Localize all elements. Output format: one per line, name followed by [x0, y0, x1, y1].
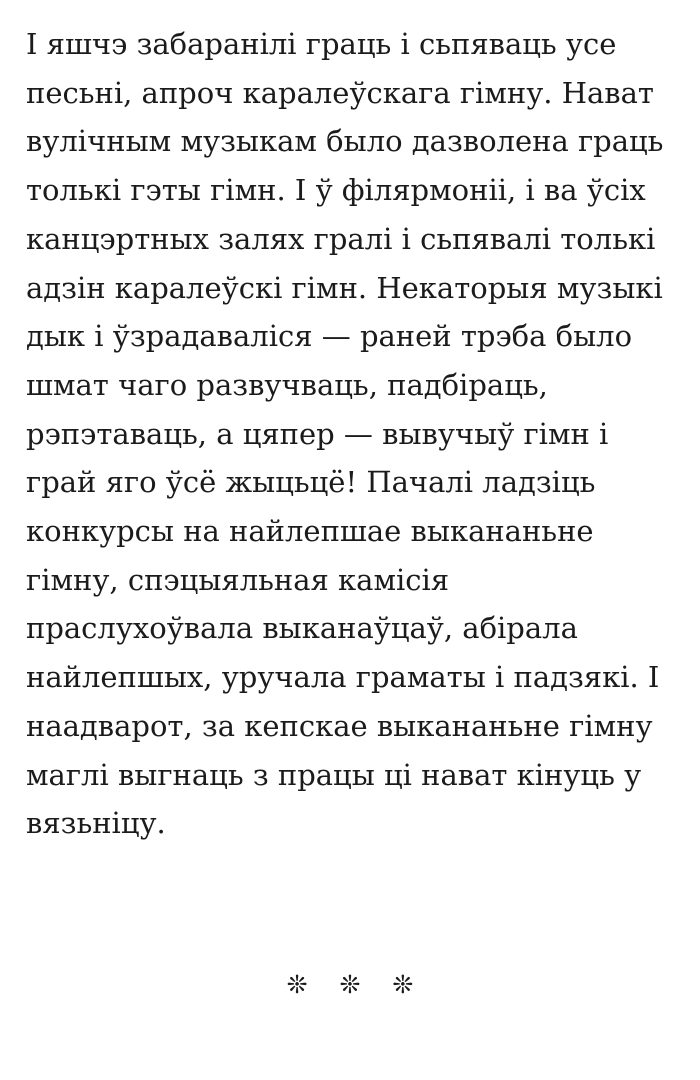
text-line: І яшчэ забаранілі граць і сьпяваць усе — [26, 27, 617, 61]
text-line: адзін каралеўскі гімн. Некаторыя музыкі — [26, 270, 663, 305]
text-line: канцэртных залях гралі і сьпявалі толькі — [26, 221, 656, 256]
text-line: наадварот, за кепскае выкананьне гімну — [26, 708, 653, 743]
text-line: вулічным музыкам было дазволена граць — [26, 124, 664, 159]
text-line: вязьніцу. — [26, 806, 166, 841]
text-line: праслухоўвала выканаўцаў, абірала — [26, 611, 578, 646]
text-line: маглі выгнаць з працы ці нават кінуць у — [26, 757, 642, 792]
text-line: грай яго ўсё жыцьцё! Пачалі ладзіць — [26, 465, 596, 500]
ornament-icon: ❊ — [339, 970, 361, 999]
text-line: шмат чаго развучваць, падбіраць, — [26, 367, 548, 402]
text-line: песьні, апроч каралеўскага гімну. Нават — [26, 75, 654, 110]
text-line: толькі гэты гімн. І ў філярмоніі, і ва ўсіх — [26, 173, 646, 208]
text-line: гімну, спэцыяльная камісія — [26, 562, 450, 597]
text-line: конкурсы на найлепшае выкананьне — [26, 514, 594, 549]
story-paragraph — [26, 20, 676, 848]
text-line: найлепшых, уручала граматы і падзякі. І — [26, 660, 660, 695]
ornament-icon: ❊ — [392, 970, 414, 999]
section-break — [0, 965, 700, 1005]
text-line: рэпэтаваць, а цяпер — вывучыў гімн і — [26, 416, 609, 451]
text-line: дык і ўзрадаваліся — раней трэба было — [26, 319, 633, 354]
ornament-icon: ❊ — [286, 970, 308, 999]
